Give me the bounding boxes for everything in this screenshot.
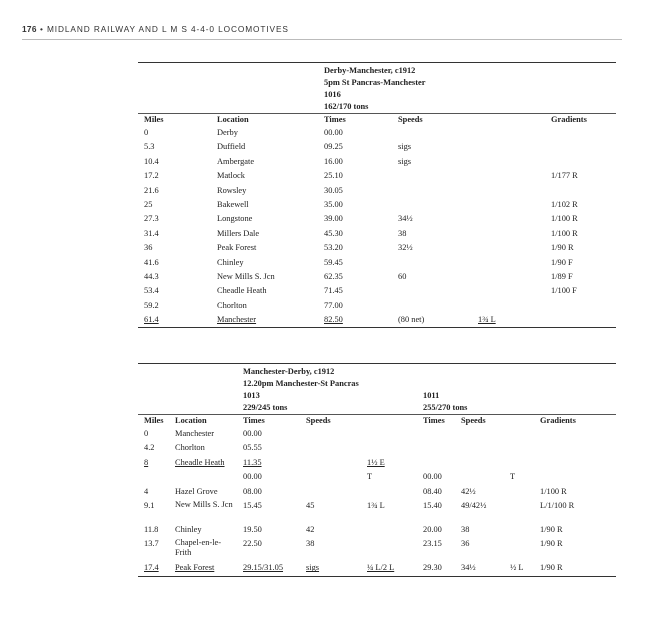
cell-speed: 38 (398, 228, 407, 238)
cell-time: 82.50 (324, 315, 343, 325)
cell-gradient: L/1/100 R (540, 500, 575, 510)
manchester-derby-table (138, 363, 616, 577)
table-row (138, 184, 616, 198)
cell-speed-right: 42½ (461, 486, 476, 496)
cell-location: Chinley (217, 257, 244, 267)
cell-speed-right: 49/42½ (461, 500, 487, 510)
cell-speed-right: 36 (461, 539, 470, 549)
table-row (138, 499, 616, 523)
table-row (138, 427, 616, 441)
cell-miles: 17.2 (144, 171, 159, 181)
cell-time: 71.45 (324, 286, 343, 296)
cell-time: 53.20 (324, 243, 343, 253)
cell-time-right: 08.40 (423, 486, 442, 496)
cell-miles: 59.2 (144, 300, 159, 310)
table-row (138, 227, 616, 241)
cell-speed: 32½ (398, 243, 413, 253)
cell-location: New Mills S. Jcn (175, 499, 233, 509)
cell-time-right: 23.15 (423, 539, 442, 549)
cell-time-right: 20.00 (423, 524, 442, 534)
cell-speed: sigs (398, 156, 412, 166)
cell-gradient: 1/90 R (540, 563, 563, 573)
cell-time: 39.00 (324, 214, 343, 224)
cell-time-left: 00.00 (243, 429, 262, 438)
running-head-bullet: • (39, 24, 44, 34)
cell-location: Cheadle Heath (175, 457, 225, 467)
cell-speed: sigs (398, 142, 412, 152)
col2-speeds-right: Speeds (461, 416, 486, 425)
cell-location: Chorlton (175, 443, 205, 453)
cell-gradient: 1/100 F (551, 286, 577, 296)
table2-body (138, 427, 616, 576)
cell-location: Hazel Grove (175, 486, 218, 496)
table-row (138, 284, 616, 298)
table-row (138, 212, 616, 226)
cell-location: Ambergate (217, 156, 255, 166)
table-row (138, 256, 616, 270)
table-row (138, 523, 616, 537)
table2-title: Manchester-Derby, c1912 (243, 367, 335, 376)
table-row (138, 140, 616, 154)
cell-gradient: 1/100 R (540, 486, 567, 496)
cell-note-left: T (367, 472, 373, 482)
table2-load-left: 229/245 tons (243, 403, 288, 412)
cell-gradient: 1/90 R (540, 539, 563, 549)
table-row (138, 470, 616, 484)
cell-gradient: 1/102 R (551, 199, 578, 209)
col-speeds: Speeds (398, 115, 423, 124)
table1-engine: 1016 (324, 90, 341, 99)
table-row (138, 169, 616, 183)
cell-miles: 36 (144, 243, 153, 253)
cell-time: 30.05 (324, 185, 343, 195)
derby-manchester-table (138, 62, 616, 328)
cell-time: 16.00 (324, 156, 343, 166)
table-row (138, 299, 616, 313)
col2-miles: Miles (144, 416, 164, 425)
cell-location: Matlock (217, 171, 245, 181)
cell-gradient: 1/100 R (551, 214, 578, 224)
cell-speed-left: 42 (306, 524, 315, 534)
table2-train: 12.20pm Manchester-St Pancras (243, 379, 359, 388)
cell-time-right: 29.30 (423, 563, 442, 573)
cell-miles: 13.7 (144, 539, 159, 549)
cell-time: 77.00 (324, 300, 343, 310)
cell-location: Duffield (217, 142, 246, 152)
cell-speed-right: 34½ (461, 563, 476, 573)
cell-speed: (80 net) (398, 315, 425, 325)
cell-gradient: 1/90 R (551, 243, 574, 253)
cell-gradient: 1/90 R (540, 524, 563, 534)
table2-engine-left: 1013 (243, 391, 260, 400)
table-row (138, 198, 616, 212)
cell-time-right: 15.40 (423, 500, 442, 510)
cell-extra: 1¾ L (478, 315, 496, 325)
cell-miles: 21.6 (144, 185, 159, 195)
cell-location: Chorlton (217, 300, 247, 310)
col2-location: Location (175, 416, 207, 425)
col-times: Times (324, 115, 346, 124)
cell-speed-left: sigs (306, 563, 320, 573)
cell-location: Peak Forest (175, 563, 215, 573)
cell-time-left: 22.50 (243, 539, 262, 549)
col-location: Location (217, 115, 249, 124)
table-row (138, 537, 616, 561)
table2-header (138, 366, 616, 414)
cell-speed: 34½ (398, 214, 413, 224)
cell-miles: 5.3 (144, 142, 155, 152)
cell-time-left: 08.00 (243, 486, 262, 496)
running-head (22, 24, 622, 40)
cell-miles: 4 (144, 486, 149, 496)
cell-time-left: 05.55 (243, 443, 262, 453)
cell-miles: 4.2 (144, 443, 155, 453)
table-row (138, 441, 616, 455)
cell-miles: 53.4 (144, 286, 159, 296)
cell-note-left: 1½ E (367, 457, 385, 467)
cell-speed-left: 38 (306, 539, 315, 549)
cell-miles: 11.8 (144, 524, 159, 534)
cell-miles: 8 (144, 457, 149, 467)
table-row (138, 313, 616, 327)
table-row (138, 241, 616, 255)
table1-body (138, 126, 616, 327)
cell-note-left: ¼ L/2 L (367, 563, 395, 573)
cell-miles: 41.6 (144, 257, 159, 267)
col2-times-right: Times (423, 416, 445, 425)
cell-note-left: 1¾ L (367, 500, 385, 510)
cell-gradient: 1/100 R (551, 228, 578, 238)
cell-miles: 44.3 (144, 271, 159, 281)
table-row (138, 126, 616, 140)
cell-location: Manchester (217, 315, 257, 325)
cell-time-left: 19.50 (243, 524, 262, 534)
cell-time: 00.00 (324, 128, 343, 137)
cell-time-left: 00.00 (243, 472, 262, 482)
cell-miles: 17.4 (144, 563, 159, 573)
cell-time: 35.00 (324, 199, 343, 209)
table2-engine-right: 1011 (423, 391, 440, 400)
cell-location: Chinley (175, 524, 202, 534)
cell-location: Derby (217, 128, 238, 137)
cell-time-right: 00.00 (423, 472, 442, 482)
table-row (138, 485, 616, 499)
table1-load: 162/170 tons (324, 102, 369, 111)
cell-location: Longstone (217, 214, 253, 224)
cell-miles: 27.3 (144, 214, 159, 224)
cell-location: Cheadle Heath (217, 286, 267, 296)
page-number: 176 (22, 24, 37, 34)
cell-miles: 61.4 (144, 315, 159, 325)
cell-location: Bakewell (217, 199, 249, 209)
cell-location: Manchester (175, 429, 215, 438)
cell-time: 45.30 (324, 228, 343, 238)
cell-gradient: 1/177 R (551, 171, 578, 181)
table-row (138, 155, 616, 169)
cell-time-left: 15.45 (243, 500, 262, 510)
cell-note-right: T (510, 472, 516, 482)
cell-speed: 60 (398, 271, 407, 281)
col2-speeds-left: Speeds (306, 416, 331, 425)
cell-location: Millers Dale (217, 228, 260, 238)
cell-time: 62.35 (324, 271, 343, 281)
cell-time: 59.45 (324, 257, 343, 267)
cell-time-left: 11.35 (243, 457, 262, 467)
table-row (138, 270, 616, 284)
cell-location: Rowsley (217, 185, 247, 195)
cell-miles: 10.4 (144, 156, 159, 166)
table1-column-headers (138, 113, 616, 126)
cell-time: 09.25 (324, 142, 343, 152)
col2-gradients: Gradients (540, 416, 576, 425)
cell-miles: 0 (144, 429, 149, 438)
cell-gradient: 1/90 F (551, 257, 573, 267)
table-row (138, 561, 616, 575)
cell-miles: 31.4 (144, 228, 159, 238)
table1-title: Derby-Manchester, c1912 (324, 66, 416, 75)
table2-load-right: 255/270 tons (423, 403, 468, 412)
col2-times-left: Times (243, 416, 265, 425)
cell-miles: 0 (144, 128, 149, 137)
col-miles: Miles (144, 115, 164, 124)
cell-miles: 25 (144, 199, 153, 209)
col-gradients: Gradients (551, 115, 587, 124)
cell-speed-right: 38 (461, 524, 470, 534)
cell-location: New Mills S. Jcn (217, 271, 275, 281)
cell-miles: 9.1 (144, 500, 155, 510)
table1-train: 5pm St Pancras-Manchester (324, 78, 426, 87)
cell-note-right: ½ L (510, 563, 524, 573)
table-row (138, 456, 616, 470)
cell-time: 25.10 (324, 171, 343, 181)
table2-column-headers (138, 414, 616, 427)
table1-header (138, 65, 616, 113)
running-head-title: MIDLAND RAILWAY AND L M S 4-4-0 LOCOMOTIVES (47, 24, 289, 34)
cell-location: Chapel-en-le-Frith (175, 538, 222, 558)
cell-time-left: 29.15/31.05 (243, 563, 284, 573)
cell-gradient: 1/89 F (551, 271, 573, 281)
cell-location: Peak Forest (217, 243, 257, 253)
cell-speed-left: 45 (306, 500, 315, 510)
